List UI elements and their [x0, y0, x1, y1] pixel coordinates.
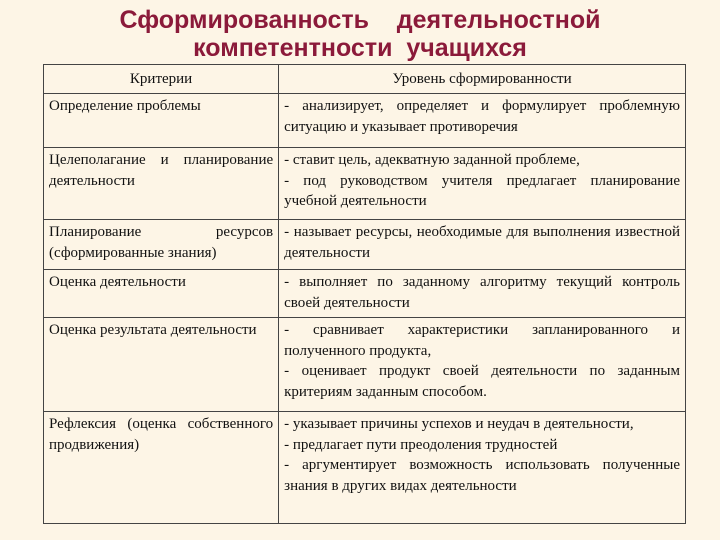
- title-line-1: Сформированность деятельностной: [119, 6, 601, 34]
- level-item: - называет ресурсы, необходимые для выполнения известной деятельности: [284, 224, 680, 261]
- title-line-2: компетентности учащихся: [193, 34, 527, 62]
- competence-table: [43, 64, 686, 524]
- table-header-row: [44, 65, 686, 94]
- criterion-cell: Оценка результата деятельности: [44, 318, 279, 412]
- level-item: - под руководством учителя предлагает планирование учебной деятельности: [284, 172, 680, 209]
- level-cell: [279, 318, 686, 412]
- level-item: - ставит цель, адекватную заданной проблеме,: [284, 152, 580, 168]
- level-item: - оценивает продукт своей деятельности по заданным критериям заданным способом.: [284, 363, 680, 400]
- level-item: - указывает причины успехов и неудач в деятельности,: [284, 416, 634, 432]
- level-cell: [279, 412, 686, 524]
- level-item: - выполняет по заданному алгоритму текущий контроль своей деятельности: [284, 274, 680, 311]
- level-item: - сравнивает характеристики запланированного и полученного продукта,: [284, 322, 680, 359]
- table-row: [44, 148, 686, 220]
- criterion-cell: Оценка деятельности: [44, 270, 279, 318]
- criterion-cell: Определение проблемы: [44, 94, 279, 148]
- level-cell: [279, 270, 686, 318]
- table-row: [44, 270, 686, 318]
- table-row: [44, 412, 686, 524]
- table-row: [44, 94, 686, 148]
- criterion-cell: Планирование ресурсов (сформированные знания): [44, 220, 279, 270]
- level-cell: [279, 220, 686, 270]
- criterion-cell: Целеполагание и планирование деятельности: [44, 148, 279, 220]
- page-title: [0, 6, 720, 62]
- criterion-cell: Рефлексия (оценка собственного продвижения): [44, 412, 279, 524]
- level-item: - предлагает пути преодоления трудностей: [284, 436, 558, 453]
- level-item: - аргументирует возможность использовать полученные знания в других видах деятельности: [284, 457, 680, 494]
- level-item: - анализирует, определяет и формулирует проблемную ситуацию и указывает противоречия: [284, 98, 680, 135]
- header-criteria: Критерии: [44, 65, 279, 94]
- level-cell: [279, 94, 686, 148]
- header-level: Уровень сформированности: [279, 65, 686, 94]
- table-row: [44, 318, 686, 412]
- table-row: [44, 220, 686, 270]
- level-cell: [279, 148, 686, 220]
